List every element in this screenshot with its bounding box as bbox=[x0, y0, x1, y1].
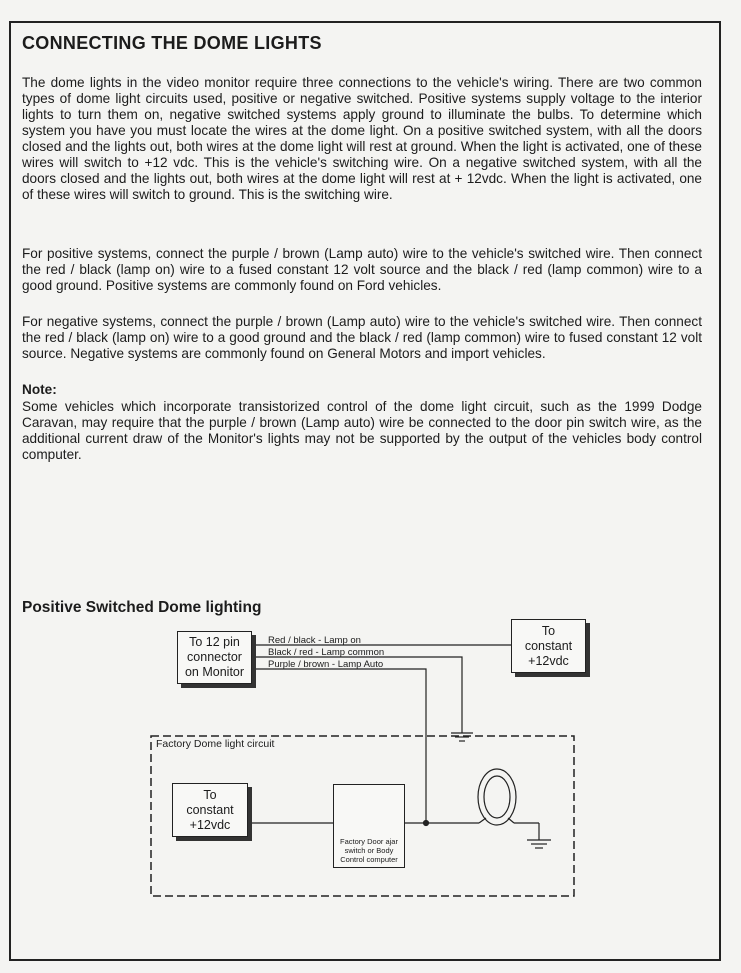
diagram-title: Positive Switched Dome lighting bbox=[22, 599, 262, 616]
positive-systems-paragraph: For positive systems, connect the purple / brown (Lamp auto) wire to the vehicle's switched wire. Then connect the red / black (lamp on) wire to a fused constant 12 volt source and the black / red (lamp common) wire to a good ground. Positive systems are commonly found on Ford vehicles. bbox=[22, 246, 702, 293]
factory-circuit-label: Factory Dome light circuit bbox=[156, 738, 275, 750]
note-paragraph: Some vehicles which incorporate transistorized control of the dome light circuit, such as the 1999 Dodge Caravan, may require that the purple / brown (Lamp auto) wire be connected to the door pin switch wire, as the additional current draw of the Monitor's lights may not be supported by the output of the vehicles body control computer. bbox=[22, 399, 702, 462]
wire-label-purple-brown: Purple / brown - Lamp Auto bbox=[268, 659, 384, 670]
wire-label-red-black: Red / black - Lamp on bbox=[268, 635, 361, 646]
negative-systems-paragraph: For negative systems, connect the purple / brown (Lamp auto) wire to the vehicle's switched wire. Then connect the red / black (lamp on) wire to a good ground and the black / red (lamp common) wire to fused constant 12 volt source. Negative systems are commonly found on General Motors and import vehicles. bbox=[22, 314, 702, 361]
constant-12v-box-right: To constant +12vdc bbox=[511, 619, 586, 673]
intro-paragraph: The dome lights in the video monitor require three connections to the vehicle's wiring. There are two common types of dome light circuits used, positive or negative switched. Positive systems supply voltage to the interior lights to turn them on, negative switched systems apply ground to illuminate the bulbs. To determine which system you have you must locate the wires at the dome light. On a positive switched system, with all the doors closed and the lights out, both wires at the dome light will rest at ground. When the light is activated, one of these wires will switch to +12 vdc. This is the vehicle's switching wire. On a negative switched system, with all the doors closed and the lights out, both wires at the dome light will rest at + 12vdc. When the light is activated, one of these wires will switch to ground. This is the switching wire. bbox=[22, 75, 702, 202]
note-title: Note: bbox=[22, 382, 57, 397]
monitor-connector-box: To 12 pin connector on Monitor bbox=[177, 631, 252, 684]
constant-12v-box-left: To constant +12vdc bbox=[172, 783, 248, 837]
page-heading: CONNECTING THE DOME LIGHTS bbox=[22, 33, 322, 53]
wire-label-black-red: Black / red - Lamp common bbox=[268, 647, 385, 658]
door-switch-box: Factory Door ajar switch or Body Control computer bbox=[333, 784, 405, 868]
